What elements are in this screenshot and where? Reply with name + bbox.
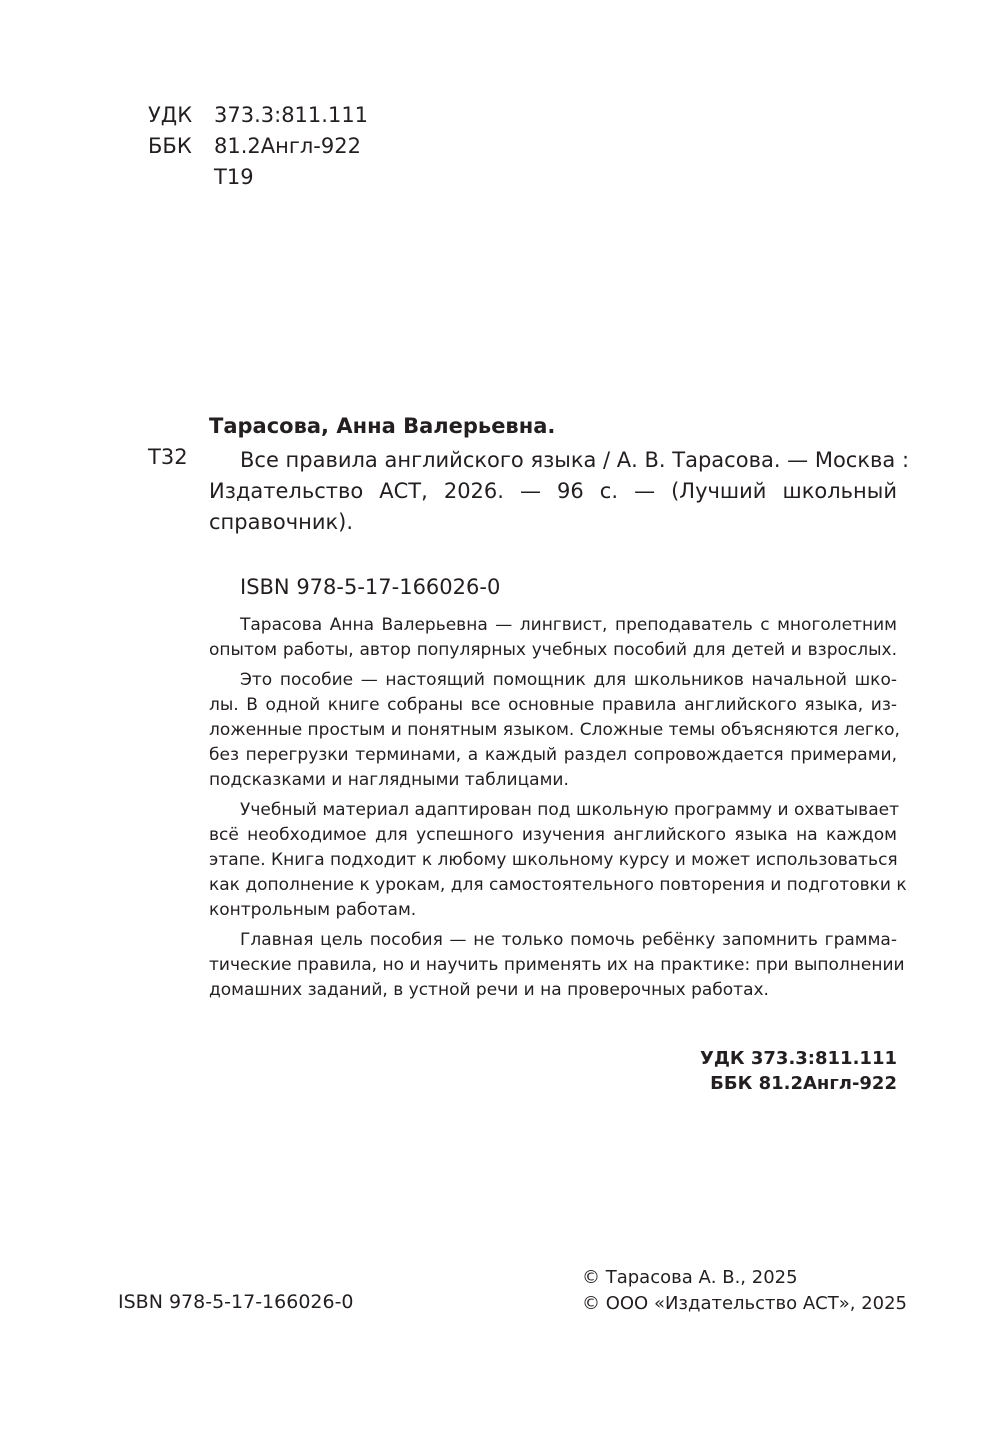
author-code: Т32 — [148, 445, 188, 469]
annotation-line: подсказками и наглядными таблицами. — [209, 770, 569, 790]
annotation-line: Это пособие — настоящий помощник для школьников начальной шко- — [240, 670, 897, 690]
copyright-block — [582, 1265, 907, 1317]
bbk-row — [148, 131, 368, 162]
annotation-line: без перегрузки терминами, а каждый раздел сопровождается примерами, — [209, 745, 897, 765]
annotation-line: домашних заданий, в устной речи и на проверочных работах. — [209, 980, 769, 1000]
entry-line: Издательство АСТ, 2026. — 96 с. — (Лучший школьный — [209, 479, 897, 503]
annotation-paragraph — [209, 928, 905, 1003]
bbk-label: ББК — [148, 134, 192, 158]
annotation-line: тические правила, но и научить применять их на практике: при выполнении — [209, 955, 905, 975]
annotation-line: контрольным работам. — [209, 900, 417, 920]
isbn-footer: ISBN 978-5-17-166026-0 — [118, 1291, 354, 1313]
isbn-entry: ISBN 978-5-17-166026-0 — [240, 575, 501, 599]
author-sign-label — [148, 162, 214, 193]
bbk-value: 81.2Англ-922 — [214, 134, 361, 158]
annotation-paragraph — [209, 668, 900, 793]
index-block-right — [700, 1046, 897, 1096]
entry-line: справочник). — [209, 510, 354, 534]
annotation-line: ложенные простым и понятным языком. Сложные темы объясняются легко, — [209, 720, 900, 740]
annotation-line: этапе. Книга подходит к любому школьному курсу и может использоваться — [209, 850, 898, 870]
author-heading: Тарасова, Анна Валерьевна. — [209, 414, 556, 438]
author-sign-row — [148, 162, 368, 193]
classification-block — [148, 100, 368, 193]
annotation-line: Главная цель пособия — не только помочь ребёнку запомнить грамма- — [240, 930, 897, 950]
annotation-line: опытом работы, автор популярных учебных пособий для детей и взрослых. — [209, 640, 897, 660]
annotation — [209, 613, 907, 1008]
annotation-line: всё необходимое для успешного изучения английского языка на каждом — [209, 825, 897, 845]
copyright-author: © Тарасова А. В., 2025 — [582, 1267, 798, 1288]
annotation-line: как дополнение к урокам, для самостоятельного повторения и подготовки к — [209, 875, 907, 895]
udk-label: УДК — [148, 103, 193, 127]
udk-value: 373.3:811.111 — [214, 103, 369, 127]
annotation-line: Учебный материал адаптирован под школьную программу и охватывает — [240, 800, 899, 820]
annotation-line: лы. В одной книге собраны все основные правила английского языка, из- — [209, 695, 897, 715]
bibliographic-description — [209, 445, 910, 538]
bbk-index: ББК 81.2Англ-922 — [710, 1073, 897, 1094]
annotation-paragraph — [209, 613, 897, 663]
author-sign-value: Т19 — [214, 165, 254, 189]
annotation-paragraph — [209, 798, 907, 923]
entry-line: Все правила английского языка / А. В. Тарасова. — Москва : — [240, 448, 910, 472]
copyright-publisher: © ООО «Издательство АСТ», 2025 — [582, 1293, 908, 1314]
udk-index: УДК 373.3:811.111 — [699, 1048, 897, 1069]
annotation-line: Тарасова Анна Валерьевна — лингвист, преподаватель с многолетним — [240, 615, 897, 635]
udk-row — [148, 100, 368, 131]
